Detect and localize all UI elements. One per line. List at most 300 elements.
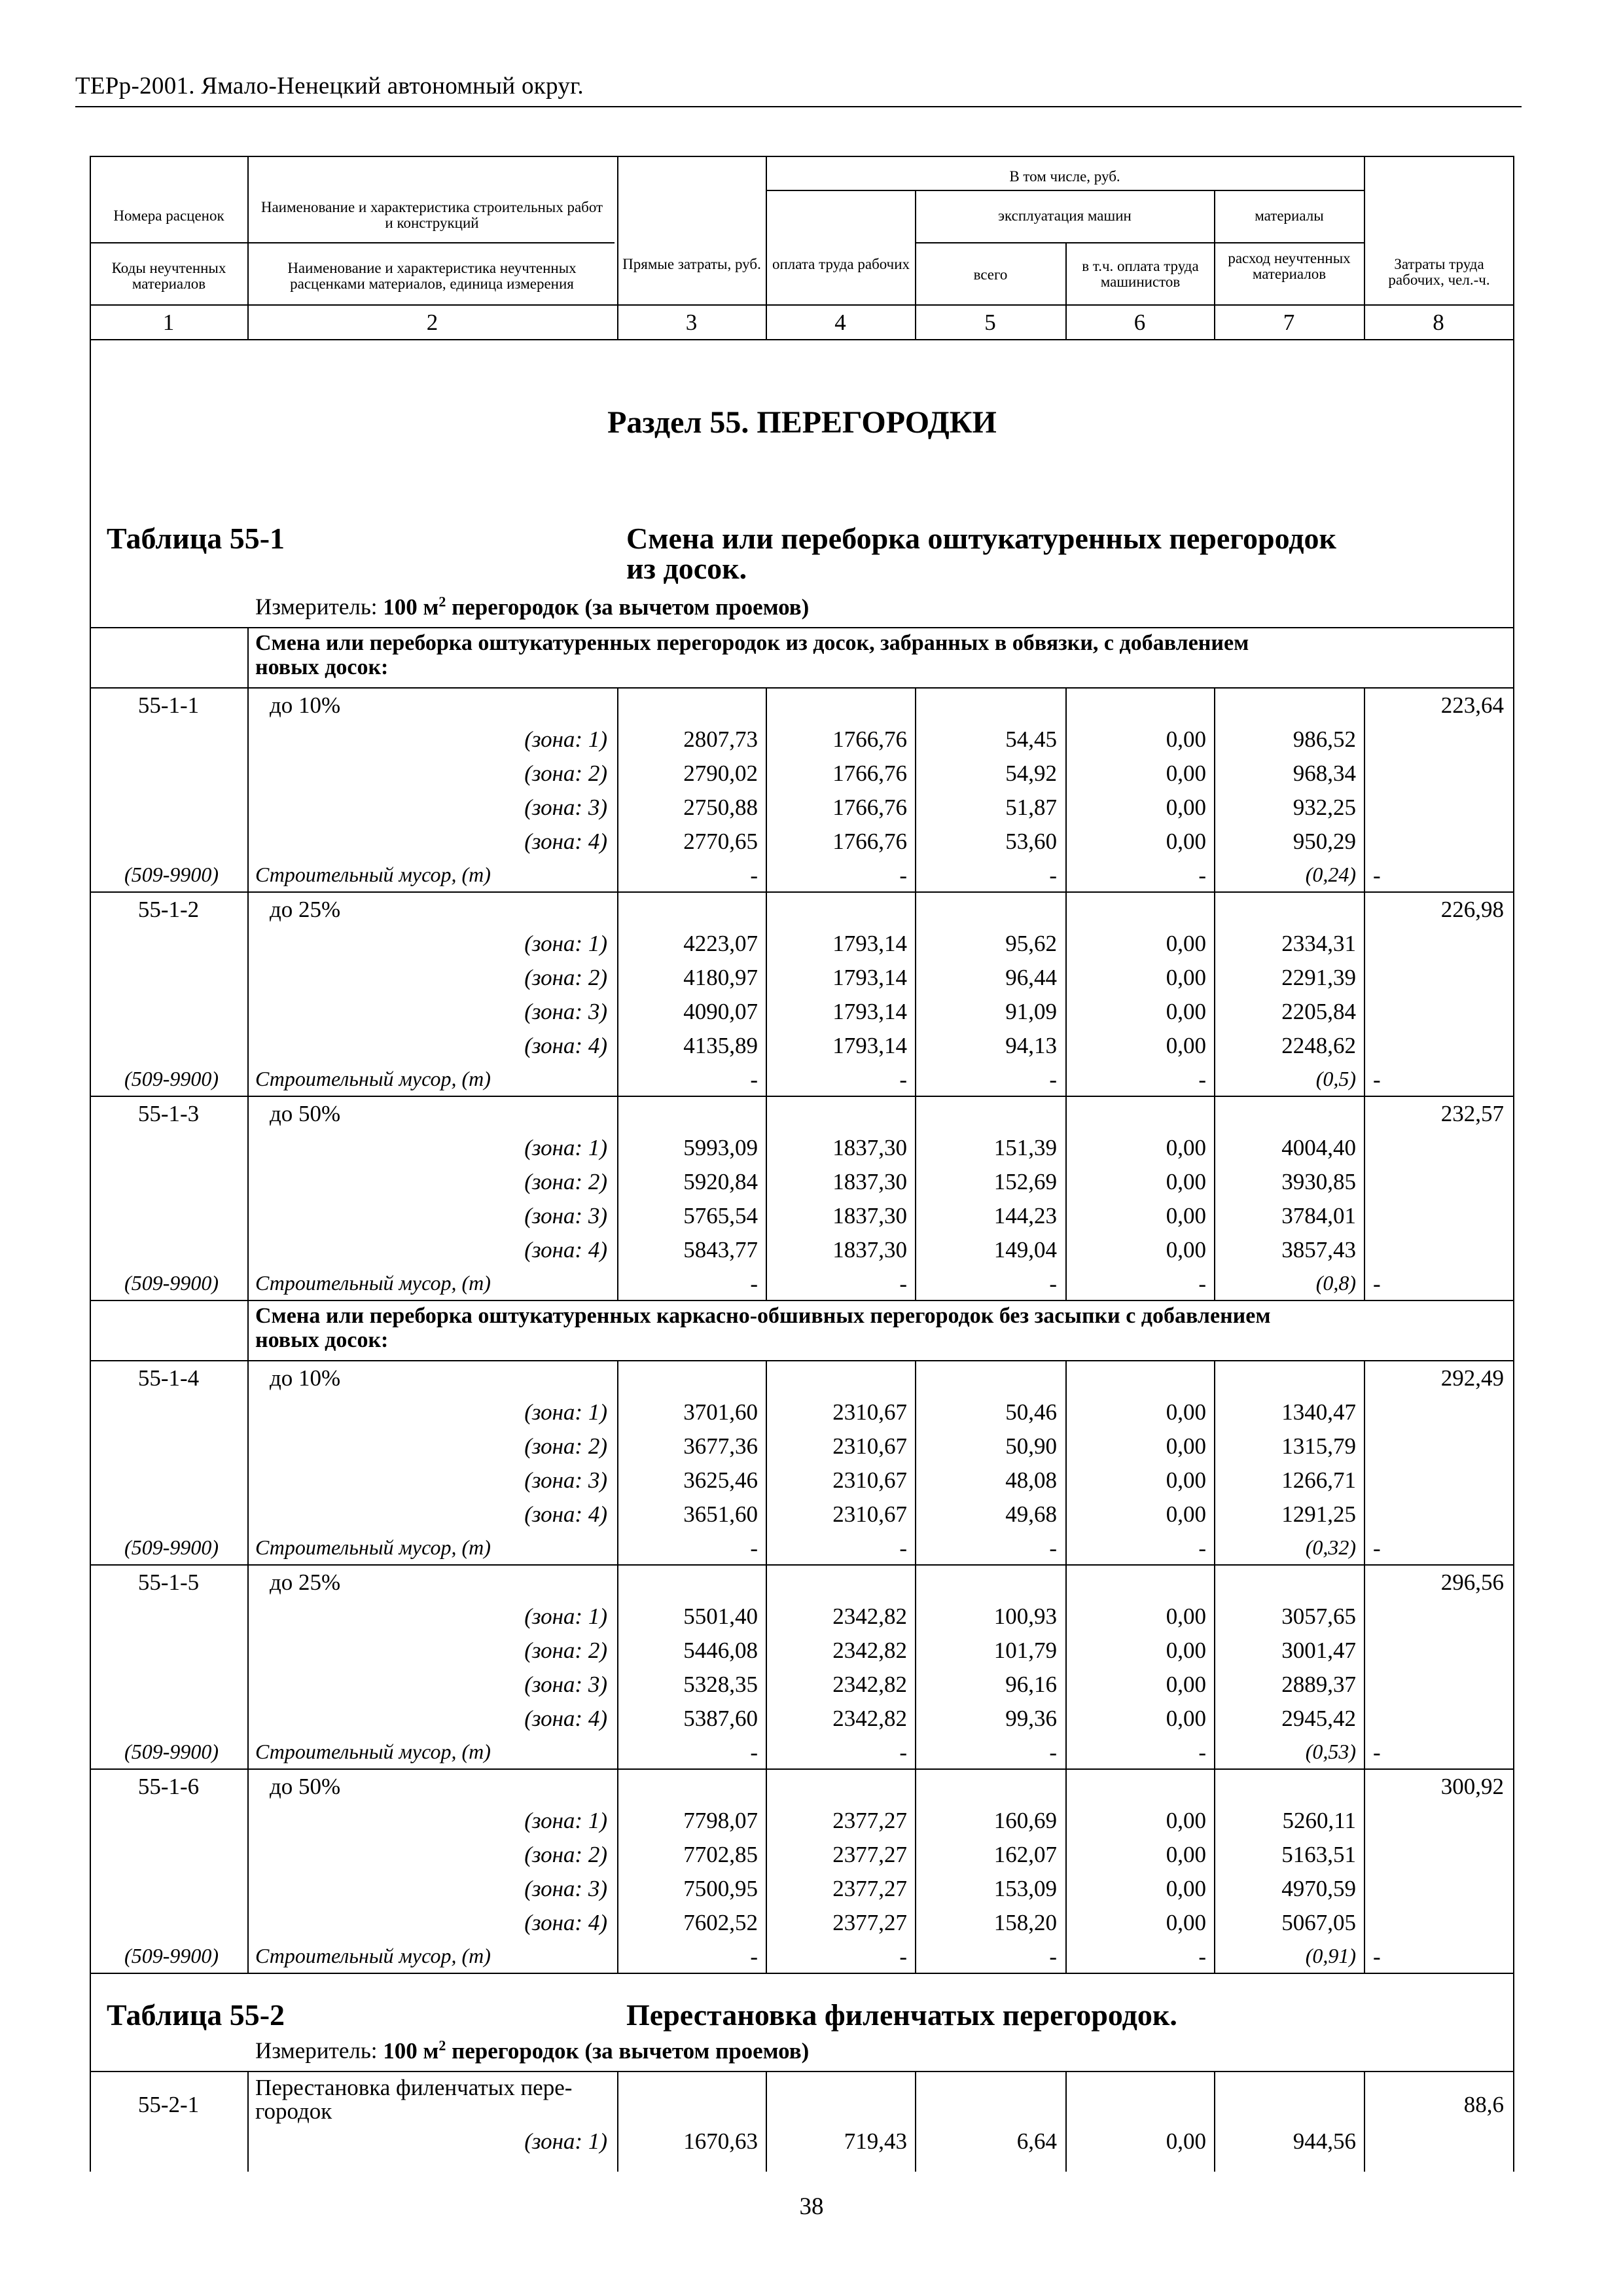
labor-cost: 232,57	[1440, 1101, 1504, 1126]
column-rule	[617, 1096, 618, 1300]
wage-cost: 1837,30	[832, 1169, 907, 1194]
col2-header: Наименование и характеристика строительных работ и конструкций	[260, 199, 603, 232]
machine-cost: 54,45	[1005, 726, 1057, 752]
wage-cost: 2342,82	[832, 1604, 907, 1629]
machinist-wage: 0,00	[1166, 1876, 1206, 1901]
column-rule	[617, 2071, 618, 2172]
direct-cost: 5920,84	[683, 1169, 758, 1194]
material-cost: 986,52	[1293, 726, 1356, 752]
table-rule	[90, 1096, 1514, 1097]
including-header: В том числе, руб.	[1009, 168, 1120, 185]
labor-cost: 226,98	[1440, 897, 1504, 922]
wage-cost: 1793,14	[832, 965, 907, 990]
material-cost: 1291,25	[1281, 1501, 1356, 1527]
col1-subheader: Коды неучтенных материалов	[111, 260, 226, 293]
machinist-wage: 0,00	[1166, 1467, 1206, 1493]
rate-name: до 10%	[270, 1365, 341, 1391]
column-rule	[247, 687, 249, 891]
column-rule	[247, 1300, 249, 1360]
rate-code: 55-1-1	[137, 692, 200, 718]
material-name: Строительный мусор, (т)	[255, 1944, 491, 1967]
table-label: Таблица 55-2	[107, 1998, 285, 2032]
column-rule	[1065, 2071, 1067, 2172]
direct-cost: 3651,60	[683, 1501, 758, 1527]
rate-name: до 50%	[270, 1101, 341, 1126]
dash: -	[750, 1067, 758, 1092]
unit-sup: 2	[438, 2037, 446, 2053]
table-rule	[90, 1564, 1514, 1566]
machinist-wage: 0,00	[1166, 1399, 1206, 1425]
wage-cost: 2342,82	[832, 1672, 907, 1697]
materials-header: материалы	[1255, 207, 1324, 224]
labor-cost: 296,56	[1440, 1570, 1504, 1595]
rate-code: 55-1-2	[137, 897, 200, 922]
dash: -	[1198, 863, 1206, 888]
dash: -	[1198, 1740, 1206, 1765]
unit-line	[255, 2038, 809, 2062]
group-title: новых досок:	[255, 1328, 389, 1352]
table-border	[1513, 156, 1514, 339]
column-number: 5	[984, 310, 996, 335]
page-number: 38	[799, 2193, 824, 2220]
zone-label: (зона: 4)	[524, 1501, 607, 1527]
dash: -	[750, 863, 758, 888]
direct-cost: 7602,52	[683, 1910, 758, 1935]
material-cost: 2291,39	[1281, 965, 1356, 990]
machinist-wage: 0,00	[1166, 1808, 1206, 1833]
zone-label: (зона: 2)	[524, 1842, 607, 1867]
column-rule	[1214, 1096, 1215, 1300]
material-cost: 2889,37	[1281, 1672, 1356, 1697]
table-label: Таблица 55-1	[107, 522, 285, 555]
machine-cost: 54,92	[1005, 761, 1057, 786]
dash: -	[1198, 1271, 1206, 1297]
column-rule	[617, 687, 618, 891]
column-rule	[1065, 1564, 1067, 1768]
machine-cost: 149,04	[993, 1237, 1057, 1263]
column-rule	[1214, 687, 1215, 891]
column-rule	[915, 687, 916, 891]
rate-name: Перестановка филенчатых пере-	[255, 2075, 573, 2100]
column-rule	[1214, 891, 1215, 1096]
direct-cost: 4090,07	[683, 999, 758, 1024]
rate-code: 55-1-4	[137, 1365, 200, 1391]
direct-cost: 3701,60	[683, 1399, 758, 1425]
wage-cost: 2377,27	[832, 1910, 907, 1935]
wage-cost: 1837,30	[832, 1203, 907, 1229]
direct-cost: 2807,73	[683, 726, 758, 752]
table-title: из досок.	[626, 552, 747, 585]
zone-label: (зона: 2)	[524, 965, 607, 990]
dash: -	[1373, 1067, 1381, 1092]
material-code: (509-9900)	[124, 1535, 219, 1559]
material-cost: 4004,40	[1281, 1135, 1356, 1160]
zone-label: (зона: 4)	[524, 1237, 607, 1263]
direct-cost: 7500,95	[683, 1876, 758, 1901]
rate-name: до 10%	[270, 692, 341, 718]
zone-label: (зона: 2)	[524, 1433, 607, 1459]
header-rule	[766, 190, 1364, 191]
machine-cost: 99,36	[1005, 1706, 1057, 1731]
material-quantity: (0,91)	[1305, 1944, 1356, 1967]
wage-cost: 1766,76	[832, 829, 907, 854]
zone-label: (зона: 3)	[524, 1672, 607, 1697]
dash: -	[1373, 1271, 1381, 1297]
material-code: (509-9900)	[124, 1944, 219, 1967]
material-name: Строительный мусор, (т)	[255, 1740, 491, 1763]
dash: -	[1049, 1067, 1057, 1092]
col4-header: оплата труда рабочих	[772, 256, 910, 272]
machinist-wage: 0,00	[1166, 1203, 1206, 1229]
column-rule	[247, 1768, 249, 1973]
column-rule	[1364, 1360, 1365, 1564]
direct-cost: 5446,08	[683, 1638, 758, 1663]
column-rule	[915, 2071, 916, 2172]
machine-cost: 51,87	[1005, 795, 1057, 820]
column-number: 1	[162, 310, 175, 335]
material-cost: 2945,42	[1281, 1706, 1356, 1731]
zone-label: (зона: 3)	[524, 795, 607, 820]
machinist-wage: 0,00	[1166, 965, 1206, 990]
material-name: Строительный мусор, (т)	[255, 863, 491, 886]
table-title: Перестановка филенчатых перегородок.	[626, 1998, 1177, 2032]
material-code: (509-9900)	[124, 1740, 219, 1763]
dash: -	[899, 1067, 907, 1092]
wage-cost: 2377,27	[832, 1842, 907, 1867]
dash: -	[1049, 1535, 1057, 1561]
table-rule	[90, 1973, 1514, 1974]
wage-cost: 2310,67	[832, 1501, 907, 1527]
group-title: Смена или переборка оштукатуренных перегородок из досок, забранных в обвязки, с добавлением	[255, 631, 1249, 655]
direct-cost: 5501,40	[683, 1604, 758, 1629]
zone-label: (зона: 1)	[524, 1135, 607, 1160]
column-rule	[1065, 891, 1067, 1096]
material-name: Строительный мусор, (т)	[255, 1535, 491, 1559]
header-rule	[915, 242, 1364, 243]
machinist-wage: 0,00	[1166, 931, 1206, 956]
zone-label: (зона: 4)	[524, 1910, 607, 1935]
machinist-wage: 0,00	[1166, 1237, 1206, 1263]
column-rule	[1065, 1096, 1067, 1300]
machinist-wage: 0,00	[1166, 999, 1206, 1024]
table-rule	[90, 687, 1514, 689]
zone-label: (зона: 1)	[524, 2128, 607, 2154]
col7-header: расход неучтенных материалов	[1228, 250, 1351, 283]
zone-label: (зона: 1)	[524, 931, 607, 956]
column-rule	[766, 687, 767, 891]
material-code: (509-9900)	[124, 863, 219, 886]
zone-label: (зона: 1)	[524, 1399, 607, 1425]
material-cost: 3930,85	[1281, 1169, 1356, 1194]
wage-cost: 1766,76	[832, 795, 907, 820]
wage-cost: 2310,67	[832, 1433, 907, 1459]
rate-name: до 25%	[270, 897, 341, 922]
machine-cost: 50,90	[1005, 1433, 1057, 1459]
unit-prefix: Измеритель:	[255, 594, 383, 620]
machinist-wage: 0,00	[1166, 1604, 1206, 1629]
machinist-wage: 0,00	[1166, 1706, 1206, 1731]
column-rule	[1364, 1768, 1365, 1973]
material-cost: 4970,59	[1281, 1876, 1356, 1901]
column-number: 3	[685, 310, 698, 335]
material-cost: 1315,79	[1281, 1433, 1356, 1459]
direct-cost: 7702,85	[683, 1842, 758, 1867]
zone-label: (зона: 1)	[524, 726, 607, 752]
machine-cost: 94,13	[1005, 1033, 1057, 1058]
table-rule	[90, 891, 1514, 893]
machinist-wage: 0,00	[1166, 1842, 1206, 1867]
machine-cost: 151,39	[993, 1135, 1057, 1160]
material-cost: 5067,05	[1281, 1910, 1356, 1935]
column-rule	[247, 1360, 249, 1564]
table-border	[1513, 339, 1514, 2172]
column-rule	[1364, 2071, 1365, 2172]
rate-name: городок	[255, 2098, 332, 2124]
col3-header: Прямые затраты, руб.	[622, 256, 761, 272]
material-cost: 3784,01	[1281, 1203, 1356, 1229]
column-rule	[1065, 687, 1067, 891]
material-cost: 3001,47	[1281, 1638, 1356, 1663]
direct-cost: 2750,88	[683, 795, 758, 820]
column-rule	[617, 1768, 618, 1973]
labor-cost: 223,64	[1440, 692, 1504, 718]
col8-header: Затраты труда рабочих, чел.-ч.	[1388, 256, 1490, 289]
table-top-rule	[90, 156, 1514, 157]
dash: -	[899, 1740, 907, 1765]
column-rule	[1065, 1360, 1067, 1564]
wage-cost: 2310,67	[832, 1467, 907, 1493]
table-rule	[90, 1300, 1514, 1301]
dash: -	[1373, 863, 1381, 888]
machine-cost: 101,79	[993, 1638, 1057, 1663]
table-rule	[90, 1768, 1514, 1770]
machine-cost: 6,64	[1016, 2128, 1057, 2154]
machine-cost: 153,09	[993, 1876, 1057, 1901]
col1-header: Номера расценок	[113, 207, 224, 224]
dash: -	[899, 1271, 907, 1297]
wage-cost: 2342,82	[832, 1706, 907, 1731]
machines-header: эксплуатация машин	[998, 207, 1132, 224]
wage-cost: 1766,76	[832, 726, 907, 752]
table-rule	[90, 2071, 1514, 2072]
material-cost: 5260,11	[1282, 1808, 1356, 1833]
zone-label: (зона: 3)	[524, 1876, 607, 1901]
column-rule	[1364, 891, 1365, 1096]
wage-cost: 1793,14	[832, 931, 907, 956]
dash: -	[750, 1944, 758, 1969]
machinist-wage: 0,00	[1166, 1169, 1206, 1194]
machine-cost: 162,07	[993, 1842, 1057, 1867]
zone-label: (зона: 1)	[524, 1604, 607, 1629]
rate-code: 55-1-5	[137, 1570, 200, 1595]
machinist-wage: 0,00	[1166, 1672, 1206, 1697]
material-cost: 944,56	[1293, 2128, 1356, 2154]
material-code: (509-9900)	[124, 1271, 219, 1295]
material-code: (509-9900)	[124, 1067, 219, 1090]
column-rule	[247, 1564, 249, 1768]
header-rule	[90, 339, 1514, 340]
dash: -	[1373, 1740, 1381, 1765]
labor-cost: 292,49	[1440, 1365, 1504, 1391]
column-rule	[766, 1096, 767, 1300]
header-rule	[90, 242, 615, 243]
direct-cost: 7798,07	[683, 1808, 758, 1833]
zone-label: (зона: 2)	[524, 1169, 607, 1194]
unit-value: 100 м	[383, 594, 439, 620]
dash: -	[1373, 1944, 1381, 1969]
direct-cost: 4223,07	[683, 931, 758, 956]
dash: -	[899, 1944, 907, 1969]
material-cost: 2334,31	[1281, 931, 1356, 956]
dash: -	[1049, 863, 1057, 888]
material-cost: 968,34	[1293, 761, 1356, 786]
material-cost: 2248,62	[1281, 1033, 1356, 1058]
zone-label: (зона: 3)	[524, 1467, 607, 1493]
dash: -	[750, 1535, 758, 1561]
machine-cost: 144,23	[993, 1203, 1057, 1229]
table-title: Смена или переборка оштукатуренных перегородок	[626, 522, 1337, 555]
material-cost: 5163,51	[1281, 1842, 1356, 1867]
direct-cost: 3625,46	[683, 1467, 758, 1493]
rate-code: 55-2-1	[137, 2092, 200, 2117]
column-rule	[766, 1768, 767, 1973]
column-rule	[247, 891, 249, 1096]
column-rule	[1214, 1564, 1215, 1768]
running-header: ТЕРр-2001. Ямало-Ненецкий автономный округ.	[75, 73, 584, 99]
direct-cost: 4180,97	[683, 965, 758, 990]
zone-label: (зона: 3)	[524, 999, 607, 1024]
machine-cost: 158,20	[993, 1910, 1057, 1935]
machinist-wage: 0,00	[1166, 1501, 1206, 1527]
rate-code: 55-1-6	[137, 1774, 200, 1799]
column-rule	[1214, 1768, 1215, 1973]
table-border	[90, 339, 91, 2172]
col5-header: всего	[973, 266, 1008, 283]
zone-label: (зона: 2)	[524, 1638, 607, 1663]
material-quantity: (0,24)	[1305, 863, 1356, 886]
column-rule	[1214, 2071, 1215, 2172]
wage-cost: 1766,76	[832, 761, 907, 786]
column-number: 8	[1433, 310, 1444, 335]
group-title: новых досок:	[255, 655, 389, 679]
machine-cost: 91,09	[1005, 999, 1057, 1024]
machinist-wage: 0,00	[1166, 761, 1206, 786]
unit-suffix: перегородок (за вычетом проемов)	[446, 2037, 810, 2064]
zone-label: (зона: 3)	[524, 1203, 607, 1229]
column-rule	[766, 891, 767, 1096]
material-cost: 950,29	[1293, 829, 1356, 854]
dash: -	[899, 863, 907, 888]
column-rule	[247, 627, 249, 687]
dash: -	[899, 1535, 907, 1561]
dash: -	[1373, 1535, 1381, 1561]
column-rule	[766, 2071, 767, 2172]
column-rule	[247, 1096, 249, 1300]
wage-cost: 719,43	[844, 2128, 907, 2154]
column-number: 6	[1133, 310, 1146, 335]
dash: -	[750, 1271, 758, 1297]
direct-cost: 2770,65	[683, 829, 758, 854]
machinist-wage: 0,00	[1166, 2128, 1206, 2154]
wage-cost: 2310,67	[832, 1399, 907, 1425]
material-cost: 1340,47	[1281, 1399, 1356, 1425]
direct-cost: 2790,02	[683, 761, 758, 786]
machine-cost: 100,93	[993, 1604, 1057, 1629]
wage-cost: 1837,30	[832, 1135, 907, 1160]
col2-subheader: Наименование и характеристика неучтенных расценками материалов, единица измерения	[287, 260, 577, 293]
material-quantity: (0,53)	[1305, 1740, 1356, 1763]
zone-label: (зона: 4)	[524, 1033, 607, 1058]
direct-cost: 3677,36	[683, 1433, 758, 1459]
direct-cost: 5387,60	[683, 1706, 758, 1731]
column-number: 4	[834, 310, 846, 335]
header-rule	[90, 304, 1514, 306]
machinist-wage: 0,00	[1166, 1910, 1206, 1935]
wage-cost: 1837,30	[832, 1237, 907, 1263]
machinist-wage: 0,00	[1166, 795, 1206, 820]
direct-cost: 5843,77	[683, 1237, 758, 1263]
machine-cost: 53,60	[1005, 829, 1057, 854]
wage-cost: 2377,27	[832, 1808, 907, 1833]
machine-cost: 96,16	[1005, 1672, 1057, 1697]
material-name: Строительный мусор, (т)	[255, 1271, 491, 1295]
column-rule	[617, 1360, 618, 1564]
zone-label: (зона: 4)	[524, 829, 607, 854]
wage-cost: 1793,14	[832, 1033, 907, 1058]
col6-header: в т.ч. оплата труда машинистов	[1082, 258, 1199, 291]
material-name: Строительный мусор, (т)	[255, 1067, 491, 1090]
material-cost: 932,25	[1293, 795, 1356, 820]
material-cost: 3857,43	[1281, 1237, 1356, 1263]
material-cost: 2205,84	[1281, 999, 1356, 1024]
table-rule	[90, 1360, 1514, 1361]
machinist-wage: 0,00	[1166, 1135, 1206, 1160]
machine-cost: 50,46	[1005, 1399, 1057, 1425]
unit-line	[255, 594, 809, 619]
direct-cost: 5765,54	[683, 1203, 758, 1229]
column-rule	[915, 1096, 916, 1300]
dash: -	[1049, 1271, 1057, 1297]
dash: -	[750, 1740, 758, 1765]
machine-cost: 160,69	[993, 1808, 1057, 1833]
machinist-wage: 0,00	[1166, 1033, 1206, 1058]
machinist-wage: 0,00	[1166, 726, 1206, 752]
unit-suffix: перегородок (за вычетом проемов)	[446, 594, 810, 620]
material-quantity: (0,32)	[1305, 1535, 1356, 1559]
unit-value: 100 м	[383, 2037, 439, 2064]
dash: -	[1198, 1944, 1206, 1969]
column-rule	[766, 1360, 767, 1564]
labor-cost: 88,6	[1463, 2092, 1504, 2117]
column-rule	[915, 1360, 916, 1564]
section-title: Раздел 55. ПЕРЕГОРОДКИ	[607, 405, 997, 440]
zone-label: (зона: 4)	[524, 1706, 607, 1731]
column-rule	[247, 2071, 249, 2172]
machine-cost: 95,62	[1005, 931, 1057, 956]
column-rule	[1065, 1768, 1067, 1973]
unit-sup: 2	[438, 593, 446, 609]
rate-code: 55-1-3	[137, 1101, 200, 1126]
zone-label: (зона: 1)	[524, 1808, 607, 1833]
material-cost: 3057,65	[1281, 1604, 1356, 1629]
group-title: Смена или переборка оштукатуренных каркасно-обшивных перегородок без засыпки с добавлением	[255, 1304, 1271, 1328]
machine-cost: 48,08	[1005, 1467, 1057, 1493]
direct-cost: 1670,63	[683, 2128, 758, 2154]
direct-cost: 5328,35	[683, 1672, 758, 1697]
dash: -	[1049, 1740, 1057, 1765]
dash: -	[1049, 1944, 1057, 1969]
machinist-wage: 0,00	[1166, 1638, 1206, 1663]
